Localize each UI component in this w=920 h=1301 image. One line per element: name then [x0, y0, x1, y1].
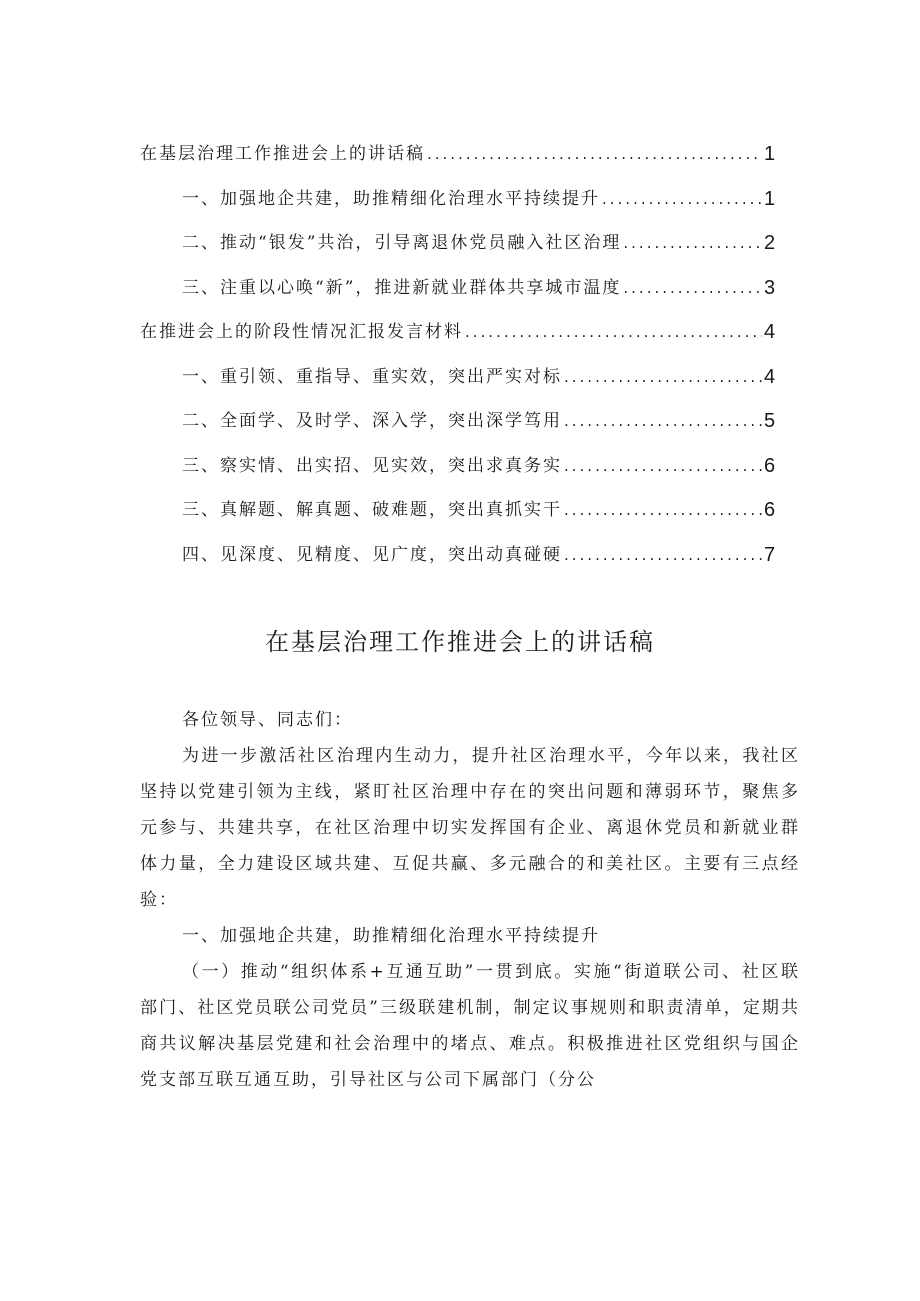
toc-entry[interactable] — [140, 450, 780, 495]
toc-entry[interactable] — [140, 272, 780, 317]
intro-paragraph: 为进一步激活社区治理内生动力，提升社区治理水平，今年以来，我社区坚持以党建引领为主线，紧盯社区治理中存在的突出问题和薄弱环节，聚焦多元参与、共建共享，在社区治理中切实发挥国有企业、离退休党员和新就业群体力量，全力建设区域共建、互促共赢、多元融合的和美社区。主要有三点经验： — [140, 746, 800, 910]
toc-entry-page: 4 — [764, 365, 776, 388]
toc-leader-dots — [427, 138, 762, 170]
toc-leader-dots — [564, 539, 762, 571]
document-title: 在基层治理工作推进会上的讲话稿 — [265, 628, 655, 656]
toc-entry[interactable] — [140, 361, 780, 406]
toc-entry-page: 3 — [764, 276, 776, 299]
toc-leader-dots — [602, 183, 762, 215]
toc-entry-label: 二、推动“银发”共治，引导离退休党员融入社区治理 — [182, 233, 622, 253]
toc-entry-page: 6 — [764, 454, 776, 477]
toc-leader-dots — [564, 405, 762, 437]
toc-entry-page: 4 — [764, 321, 776, 343]
table-of-contents — [140, 138, 780, 583]
toc-entry[interactable] — [140, 539, 780, 584]
document-body — [140, 702, 800, 1098]
toc-entry-label: 一、加强地企共建，助推精细化治理水平持续提升 — [182, 188, 600, 209]
toc-leader-dots — [564, 494, 762, 526]
toc-leader-dots — [564, 450, 762, 482]
toc-entry[interactable] — [140, 494, 780, 539]
toc-entry-label: 一、重引领、重指导、重实效，突出严实对标 — [182, 366, 562, 387]
toc-entry-label: 三、察实情、出实招、见实效，突出求真务实 — [182, 455, 562, 476]
toc-entry[interactable] — [140, 138, 780, 183]
section-paragraph: （一）推动“组织体系+互通互助”一贯到底。实施“街道联公司、社区联部门、社区党员联公司党员”三级联建机制，制定议事规则和职责清单，定期共商共议解决基层党建和社会治理中的堵点、难点。积极推进社区党组织与国企党支部互联互通互助，引导社区与公司下属部门（分公 — [140, 962, 800, 1090]
toc-entry-page: 6 — [764, 499, 776, 521]
toc-entry-page: 1 — [764, 143, 776, 165]
greeting: 各位领导、同志们： — [182, 710, 353, 730]
toc-entry-label: 三、注重以心唤“新”，推进新就业群体共享城市温度 — [182, 277, 622, 298]
toc-entry-label: 在推进会上的阶段性情况汇报发言材料 — [140, 322, 463, 342]
toc-entry[interactable] — [140, 405, 780, 450]
toc-entry-label: 四、见深度、见精度、见广度，突出动真碰硬 — [182, 544, 562, 565]
toc-leader-dots — [564, 361, 762, 393]
toc-entry-page: 1 — [764, 187, 776, 210]
toc-entry-label: 在基层治理工作推进会上的讲话稿 — [140, 144, 425, 164]
section-heading: 一、加强地企共建，助推精细化治理水平持续提升 — [182, 926, 600, 946]
toc-entry-label: 三、真解题、解真题、破难题，突出真抓实干 — [182, 500, 562, 520]
toc-entry-page: 5 — [764, 410, 776, 432]
toc-leader-dots — [623, 227, 762, 259]
toc-entry-page: 2 — [764, 232, 776, 254]
toc-entry-label: 二、全面学、及时学、深入学，突出深学笃用 — [182, 411, 562, 431]
toc-entry-page: 7 — [764, 543, 776, 566]
toc-entry[interactable] — [140, 227, 780, 272]
toc-entry[interactable] — [140, 183, 780, 228]
toc-leader-dots — [623, 272, 762, 304]
toc-entry[interactable] — [140, 316, 780, 361]
toc-leader-dots — [465, 316, 762, 348]
